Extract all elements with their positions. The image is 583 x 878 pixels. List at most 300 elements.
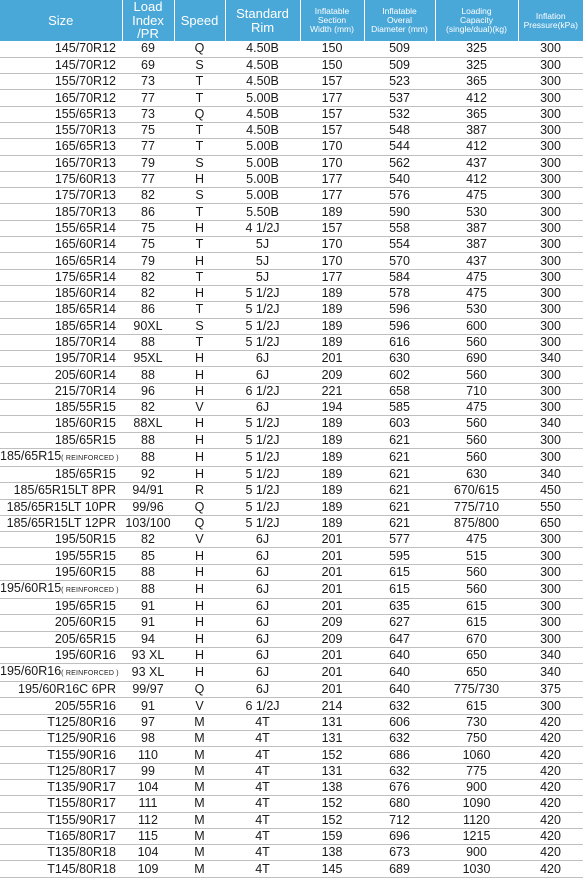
header-line: Size bbox=[0, 14, 122, 28]
header-line: Load Index bbox=[123, 0, 174, 27]
section-width-cell: 194 bbox=[300, 400, 364, 416]
table-row bbox=[0, 747, 583, 763]
load-index-cell: 86 bbox=[122, 204, 174, 220]
rim-cell: 5.00B bbox=[225, 155, 300, 171]
size-cell bbox=[0, 57, 122, 73]
speed-cell: S bbox=[174, 318, 225, 334]
load-index-cell: 88 bbox=[122, 367, 174, 383]
inflation-pressure-cell: 420 bbox=[518, 731, 583, 747]
size-cell bbox=[0, 812, 122, 828]
overall-diameter-cell: 673 bbox=[364, 845, 435, 861]
size-cell bbox=[0, 779, 122, 795]
size-value: 185/70R13 bbox=[55, 205, 116, 219]
section-width-cell: 170 bbox=[300, 253, 364, 269]
overall-diameter-cell: 554 bbox=[364, 237, 435, 253]
inflation-pressure-cell: 340 bbox=[518, 466, 583, 482]
size-value: 195/55R15 bbox=[55, 549, 116, 563]
overall-diameter-cell: 602 bbox=[364, 367, 435, 383]
rim-cell: 5 1/2J bbox=[225, 499, 300, 515]
inflation-pressure-cell: 300 bbox=[518, 599, 583, 615]
table-row bbox=[0, 90, 583, 106]
table-row bbox=[0, 302, 583, 318]
speed-cell: H bbox=[174, 647, 225, 663]
size-cell bbox=[0, 285, 122, 301]
section-width-cell: 157 bbox=[300, 74, 364, 90]
table-row bbox=[0, 532, 583, 548]
load-index-cell: 82 bbox=[122, 400, 174, 416]
section-width-cell: 131 bbox=[300, 731, 364, 747]
table-row bbox=[0, 664, 583, 682]
rim-cell: 4T bbox=[225, 828, 300, 844]
load-index-cell: 95XL bbox=[122, 351, 174, 367]
overall-diameter-cell: 689 bbox=[364, 861, 435, 877]
loading-capacity-cell: 1060 bbox=[435, 747, 518, 763]
size-value: 155/65R14 bbox=[55, 221, 116, 235]
loading-capacity-cell: 1215 bbox=[435, 828, 518, 844]
size-cell bbox=[0, 483, 122, 499]
rim-cell: 6J bbox=[225, 564, 300, 580]
section-width-cell: 189 bbox=[300, 302, 364, 318]
header-line: Rim bbox=[226, 21, 300, 35]
header-line: Capacity bbox=[436, 16, 518, 25]
speed-cell: T bbox=[174, 204, 225, 220]
overall-diameter-cell: 621 bbox=[364, 448, 435, 466]
section-width-cell: 150 bbox=[300, 41, 364, 57]
table-row bbox=[0, 698, 583, 714]
size-value: T145/80R18 bbox=[47, 862, 116, 876]
load-index-cell: 73 bbox=[122, 74, 174, 90]
load-index-cell: 75 bbox=[122, 237, 174, 253]
header-line: Inflatable bbox=[301, 7, 364, 16]
rim-cell: 4T bbox=[225, 796, 300, 812]
standard-rim-header bbox=[225, 0, 300, 41]
size-value: 185/70R14 bbox=[55, 335, 116, 349]
overall-diameter-cell: 632 bbox=[364, 763, 435, 779]
size-cell bbox=[0, 515, 122, 531]
overall-diameter-cell: 558 bbox=[364, 220, 435, 236]
table-row bbox=[0, 466, 583, 482]
size-value: 185/65R14 bbox=[55, 302, 116, 316]
table-row bbox=[0, 74, 583, 90]
rim-cell: 4T bbox=[225, 861, 300, 877]
rim-cell: 6J bbox=[225, 647, 300, 663]
size-value: 195/70R14 bbox=[55, 351, 116, 365]
section-width-cell: 159 bbox=[300, 828, 364, 844]
size-value: 185/65R15 bbox=[55, 433, 116, 447]
overall-diameter-cell: 532 bbox=[364, 106, 435, 122]
speed-cell: S bbox=[174, 57, 225, 73]
inflation-pressure-cell: 420 bbox=[518, 779, 583, 795]
load-index-cell: 99/97 bbox=[122, 682, 174, 698]
inflation-pressure-cell: 300 bbox=[518, 615, 583, 631]
size-value: 185/55R15 bbox=[55, 400, 116, 414]
load-index-cell: 79 bbox=[122, 253, 174, 269]
inflation-pressure-cell: 300 bbox=[518, 139, 583, 155]
rim-cell: 4 1/2J bbox=[225, 220, 300, 236]
inflation-pressure-cell: 650 bbox=[518, 515, 583, 531]
table-row bbox=[0, 615, 583, 631]
loading-capacity-cell: 560 bbox=[435, 581, 518, 599]
speed-cell: H bbox=[174, 253, 225, 269]
header-line: Section bbox=[301, 16, 364, 25]
size-value: 185/65R15LT 12PR bbox=[7, 516, 116, 530]
inflation-pressure-cell: 300 bbox=[518, 532, 583, 548]
loading-capacity-header bbox=[435, 0, 518, 41]
loading-capacity-cell: 475 bbox=[435, 532, 518, 548]
size-value: 185/65R15LT 8PR bbox=[14, 483, 116, 497]
table-row bbox=[0, 499, 583, 515]
inflation-pressure-cell: 300 bbox=[518, 90, 583, 106]
speed-cell: T bbox=[174, 269, 225, 285]
speed-cell: S bbox=[174, 188, 225, 204]
rim-cell: 4.50B bbox=[225, 57, 300, 73]
size-cell bbox=[0, 90, 122, 106]
size-value: T155/80R17 bbox=[47, 796, 116, 810]
size-cell bbox=[0, 416, 122, 432]
load-index-cell: 88 bbox=[122, 448, 174, 466]
load-index-cell: 82 bbox=[122, 188, 174, 204]
loading-capacity-cell: 875/800 bbox=[435, 515, 518, 531]
size-cell bbox=[0, 253, 122, 269]
overall-diameter-cell: 632 bbox=[364, 698, 435, 714]
loading-capacity-cell: 475 bbox=[435, 400, 518, 416]
header-line: /PR bbox=[123, 27, 174, 41]
section-width-cell: 170 bbox=[300, 237, 364, 253]
size-value: 205/60R14 bbox=[55, 368, 116, 382]
table-row bbox=[0, 861, 583, 877]
size-value: T155/90R17 bbox=[47, 813, 116, 827]
load-index-cell: 75 bbox=[122, 122, 174, 138]
size-cell bbox=[0, 615, 122, 631]
table-row bbox=[0, 731, 583, 747]
loading-capacity-cell: 530 bbox=[435, 302, 518, 318]
section-width-cell: 189 bbox=[300, 285, 364, 301]
loading-capacity-cell: 775/710 bbox=[435, 499, 518, 515]
inflation-pressure-cell: 340 bbox=[518, 664, 583, 682]
loading-capacity-cell: 650 bbox=[435, 664, 518, 682]
load-index-cell: 91 bbox=[122, 599, 174, 615]
inflation-pressure-cell: 420 bbox=[518, 796, 583, 812]
overall-diameter-header bbox=[364, 0, 435, 41]
inflation-pressure-cell: 420 bbox=[518, 812, 583, 828]
loading-capacity-cell: 560 bbox=[435, 448, 518, 466]
size-value: 205/60R15 bbox=[55, 615, 116, 629]
section-width-cell: 201 bbox=[300, 548, 364, 564]
table-row bbox=[0, 220, 583, 236]
loading-capacity-cell: 750 bbox=[435, 731, 518, 747]
size-cell bbox=[0, 220, 122, 236]
header-line: Diameter (mm) bbox=[365, 25, 435, 34]
load-index-cell: 103/100 bbox=[122, 515, 174, 531]
size-value: 165/65R13 bbox=[55, 139, 116, 153]
table-row bbox=[0, 682, 583, 698]
size-value: 185/65R14 bbox=[55, 319, 116, 333]
rim-cell: 6J bbox=[225, 367, 300, 383]
speed-cell: Q bbox=[174, 499, 225, 515]
size-cell bbox=[0, 302, 122, 318]
load-index-cell: 93 XL bbox=[122, 647, 174, 663]
inflation-pressure-cell: 300 bbox=[518, 383, 583, 399]
table-row bbox=[0, 139, 583, 155]
table-row bbox=[0, 647, 583, 663]
overall-diameter-cell: 640 bbox=[364, 647, 435, 663]
size-cell bbox=[0, 448, 122, 466]
overall-diameter-cell: 621 bbox=[364, 432, 435, 448]
header-line: Speed bbox=[175, 14, 225, 28]
load-index-cell: 86 bbox=[122, 302, 174, 318]
table-row bbox=[0, 432, 583, 448]
loading-capacity-cell: 900 bbox=[435, 779, 518, 795]
size-cell bbox=[0, 367, 122, 383]
header-line: Loading bbox=[436, 7, 518, 16]
loading-capacity-cell: 615 bbox=[435, 615, 518, 631]
rim-cell: 4.50B bbox=[225, 122, 300, 138]
header-line: Width (mm) bbox=[301, 25, 364, 34]
section-width-cell: 157 bbox=[300, 106, 364, 122]
size-cell bbox=[0, 682, 122, 698]
inflation-pressure-cell: 300 bbox=[518, 432, 583, 448]
section-width-cell: 201 bbox=[300, 581, 364, 599]
speed-cell: M bbox=[174, 812, 225, 828]
size-value: T125/80R16 bbox=[47, 715, 116, 729]
rim-cell: 5.00B bbox=[225, 171, 300, 187]
inflation-pressure-cell: 300 bbox=[518, 122, 583, 138]
speed-cell: Q bbox=[174, 106, 225, 122]
inflation-pressure-cell: 300 bbox=[518, 548, 583, 564]
table-row bbox=[0, 845, 583, 861]
rim-cell: 4.50B bbox=[225, 41, 300, 57]
speed-cell: H bbox=[174, 599, 225, 615]
overall-diameter-cell: 548 bbox=[364, 122, 435, 138]
loading-capacity-cell: 412 bbox=[435, 139, 518, 155]
rim-cell: 6J bbox=[225, 532, 300, 548]
overall-diameter-cell: 640 bbox=[364, 664, 435, 682]
size-cell bbox=[0, 747, 122, 763]
load-index-cell: 104 bbox=[122, 779, 174, 795]
size-cell bbox=[0, 698, 122, 714]
inflation-pressure-cell: 420 bbox=[518, 747, 583, 763]
rim-cell: 4T bbox=[225, 747, 300, 763]
rim-cell: 6J bbox=[225, 351, 300, 367]
inflation-pressure-cell: 300 bbox=[518, 302, 583, 318]
reinforced-note: ( REINFORCED ) bbox=[61, 455, 119, 462]
speed-cell: S bbox=[174, 155, 225, 171]
size-cell bbox=[0, 466, 122, 482]
load-index-cell: 73 bbox=[122, 106, 174, 122]
loading-capacity-cell: 365 bbox=[435, 106, 518, 122]
overall-diameter-cell: 606 bbox=[364, 714, 435, 730]
load-index-cell: 88 bbox=[122, 564, 174, 580]
section-width-cell: 152 bbox=[300, 812, 364, 828]
load-index-cell: 109 bbox=[122, 861, 174, 877]
size-value: 175/65R14 bbox=[55, 270, 116, 284]
rim-cell: 5.50B bbox=[225, 204, 300, 220]
rim-cell: 6J bbox=[225, 664, 300, 682]
load-index-cell: 115 bbox=[122, 828, 174, 844]
rim-cell: 6 1/2J bbox=[225, 698, 300, 714]
rim-cell: 4T bbox=[225, 763, 300, 779]
load-index-cell: 91 bbox=[122, 698, 174, 714]
header-line: Inflation bbox=[519, 12, 583, 21]
size-cell bbox=[0, 599, 122, 615]
loading-capacity-cell: 560 bbox=[435, 564, 518, 580]
load-index-header bbox=[122, 0, 174, 41]
speed-cell: Q bbox=[174, 682, 225, 698]
size-value: 185/65R15 bbox=[0, 449, 61, 463]
table-row bbox=[0, 763, 583, 779]
section-width-cell: 189 bbox=[300, 318, 364, 334]
section-width-cell: 152 bbox=[300, 747, 364, 763]
loading-capacity-cell: 690 bbox=[435, 351, 518, 367]
inflation-pressure-cell: 300 bbox=[518, 269, 583, 285]
speed-cell: T bbox=[174, 90, 225, 106]
size-value: 185/60R14 bbox=[55, 286, 116, 300]
rim-cell: 4T bbox=[225, 845, 300, 861]
load-index-cell: 88 bbox=[122, 581, 174, 599]
size-cell bbox=[0, 828, 122, 844]
size-cell bbox=[0, 763, 122, 779]
loading-capacity-cell: 670/615 bbox=[435, 483, 518, 499]
speed-cell: V bbox=[174, 698, 225, 714]
section-width-cell: 131 bbox=[300, 763, 364, 779]
table-row bbox=[0, 41, 583, 57]
speed-cell: H bbox=[174, 466, 225, 482]
rim-cell: 6J bbox=[225, 581, 300, 599]
table-row bbox=[0, 155, 583, 171]
loading-capacity-cell: 650 bbox=[435, 647, 518, 663]
size-value: 185/65R15 bbox=[55, 467, 116, 481]
load-index-cell: 82 bbox=[122, 269, 174, 285]
size-cell bbox=[0, 188, 122, 204]
overall-diameter-cell: 627 bbox=[364, 615, 435, 631]
size-value: 155/70R13 bbox=[55, 123, 116, 137]
loading-capacity-cell: 730 bbox=[435, 714, 518, 730]
size-value: 165/70R13 bbox=[55, 156, 116, 170]
section-width-cell: 201 bbox=[300, 682, 364, 698]
size-cell bbox=[0, 564, 122, 580]
rim-cell: 6J bbox=[225, 400, 300, 416]
inflation-pressure-cell: 420 bbox=[518, 714, 583, 730]
rim-cell: 5 1/2J bbox=[225, 515, 300, 531]
table-row bbox=[0, 383, 583, 399]
load-index-cell: 97 bbox=[122, 714, 174, 730]
speed-cell: T bbox=[174, 302, 225, 318]
table-row bbox=[0, 416, 583, 432]
speed-cell: T bbox=[174, 122, 225, 138]
inflation-pressure-cell: 300 bbox=[518, 318, 583, 334]
inflation-pressure-cell: 300 bbox=[518, 285, 583, 301]
load-index-cell: 91 bbox=[122, 615, 174, 631]
rim-cell: 5J bbox=[225, 253, 300, 269]
size-cell bbox=[0, 664, 122, 682]
table-header bbox=[0, 0, 583, 41]
table-row bbox=[0, 828, 583, 844]
size-cell bbox=[0, 581, 122, 599]
section-width-cell: 201 bbox=[300, 351, 364, 367]
speed-cell: T bbox=[174, 74, 225, 90]
size-cell bbox=[0, 731, 122, 747]
speed-cell: M bbox=[174, 763, 225, 779]
section-width-cell: 189 bbox=[300, 334, 364, 350]
inflation-pressure-cell: 300 bbox=[518, 367, 583, 383]
table-row bbox=[0, 779, 583, 795]
size-cell bbox=[0, 351, 122, 367]
overall-diameter-cell: 632 bbox=[364, 731, 435, 747]
overall-diameter-cell: 696 bbox=[364, 828, 435, 844]
rim-cell: 5 1/2J bbox=[225, 334, 300, 350]
inflation-pressure-cell: 300 bbox=[518, 220, 583, 236]
speed-cell: Q bbox=[174, 515, 225, 531]
table-row bbox=[0, 548, 583, 564]
loading-capacity-cell: 365 bbox=[435, 74, 518, 90]
loading-capacity-cell: 560 bbox=[435, 416, 518, 432]
rim-cell: 5 1/2J bbox=[225, 302, 300, 318]
section-width-cell: 138 bbox=[300, 845, 364, 861]
load-index-cell: 75 bbox=[122, 220, 174, 236]
section-width-cell: 177 bbox=[300, 269, 364, 285]
size-value: T135/80R18 bbox=[47, 845, 116, 859]
speed-cell: H bbox=[174, 351, 225, 367]
size-cell bbox=[0, 499, 122, 515]
load-index-cell: 82 bbox=[122, 285, 174, 301]
speed-cell: H bbox=[174, 615, 225, 631]
load-index-cell: 98 bbox=[122, 731, 174, 747]
overall-diameter-cell: 537 bbox=[364, 90, 435, 106]
loading-capacity-cell: 1120 bbox=[435, 812, 518, 828]
speed-cell: V bbox=[174, 400, 225, 416]
inflation-pressure-cell: 550 bbox=[518, 499, 583, 515]
section-width-cell: 177 bbox=[300, 90, 364, 106]
section-width-cell: 145 bbox=[300, 861, 364, 877]
section-width-cell: 189 bbox=[300, 499, 364, 515]
load-index-cell: 112 bbox=[122, 812, 174, 828]
load-index-cell: 99/96 bbox=[122, 499, 174, 515]
size-value: 205/55R16 bbox=[55, 699, 116, 713]
section-width-cell: 152 bbox=[300, 796, 364, 812]
inflation-pressure-cell: 300 bbox=[518, 334, 583, 350]
size-value: 165/65R14 bbox=[55, 254, 116, 268]
table-row bbox=[0, 448, 583, 466]
section-width-cell: 189 bbox=[300, 204, 364, 220]
loading-capacity-cell: 600 bbox=[435, 318, 518, 334]
overall-diameter-cell: 509 bbox=[364, 41, 435, 57]
size-cell bbox=[0, 383, 122, 399]
table-row bbox=[0, 122, 583, 138]
overall-diameter-cell: 578 bbox=[364, 285, 435, 301]
size-value: 145/70R12 bbox=[55, 58, 116, 72]
overall-diameter-cell: 585 bbox=[364, 400, 435, 416]
loading-capacity-cell: 412 bbox=[435, 171, 518, 187]
loading-capacity-cell: 475 bbox=[435, 188, 518, 204]
rim-cell: 6 1/2J bbox=[225, 383, 300, 399]
speed-cell: H bbox=[174, 432, 225, 448]
speed-cell: H bbox=[174, 367, 225, 383]
loading-capacity-cell: 437 bbox=[435, 253, 518, 269]
size-value: 215/70R14 bbox=[55, 384, 116, 398]
size-cell bbox=[0, 647, 122, 663]
inflation-pressure-cell: 300 bbox=[518, 581, 583, 599]
speed-cell: H bbox=[174, 416, 225, 432]
loading-capacity-cell: 560 bbox=[435, 432, 518, 448]
rim-cell: 5J bbox=[225, 269, 300, 285]
section-width-cell: 189 bbox=[300, 466, 364, 482]
size-cell bbox=[0, 400, 122, 416]
size-value: T125/90R16 bbox=[47, 731, 116, 745]
overall-diameter-cell: 630 bbox=[364, 351, 435, 367]
inflation-pressure-cell: 300 bbox=[518, 204, 583, 220]
speed-cell: M bbox=[174, 828, 225, 844]
section-width-cell: 201 bbox=[300, 564, 364, 580]
